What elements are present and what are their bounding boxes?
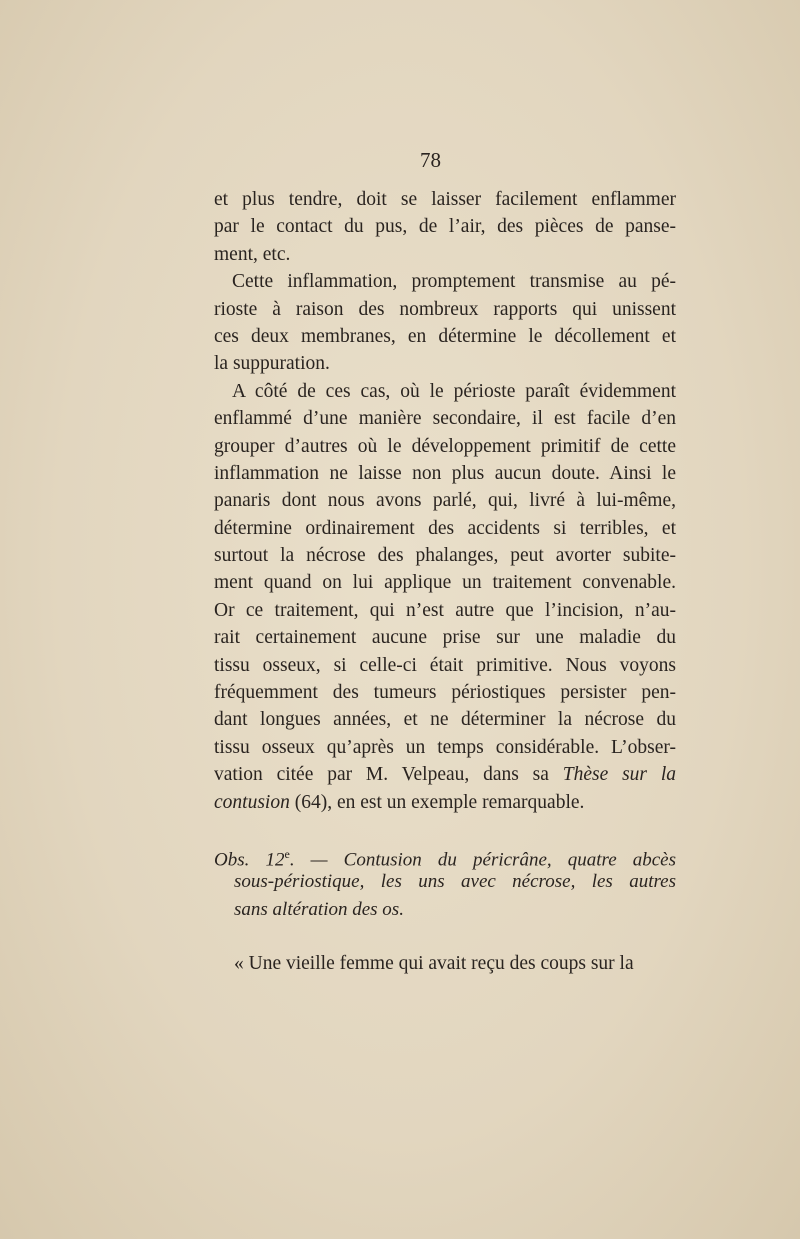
obs-line: sans altération des os. (234, 899, 404, 920)
observation-heading (214, 840, 676, 924)
text-line: rait certainement aucune prise sur une maladie du (214, 627, 676, 649)
text-line (214, 761, 676, 788)
text-line: panaris dont nous avons parlé, qui, livré à lui-même, (214, 490, 676, 512)
text-line: ces deux membranes, en détermine le décollement et (214, 325, 676, 347)
text-line: tissu osseux, si celle-ci était primitive. Nous voyons (214, 654, 676, 676)
obs-label-sup: e (284, 847, 290, 861)
obs-title: . — Contusion du péricrâne, quatre abcès (289, 849, 677, 871)
text-segment: (64), en est un exemple remarquable. (294, 791, 585, 813)
text-line: par le contact du pus, de l’air, des pièces de panse- (214, 216, 676, 238)
text-line: A côté de ces cas, où le périoste paraît évidemment (232, 380, 676, 402)
body-text (214, 186, 676, 816)
text-line: Or ce traitement, qui n’est autre que l’incision, n’au- (214, 599, 676, 621)
text-line: grouper d’autres où le développement primitif de cette (214, 435, 676, 457)
book-title: contusion (214, 791, 290, 813)
text-line: rioste à raison des nombreux rapports qui unissent (214, 298, 676, 320)
text-line: « Une vieille femme qui avait reçu des coups sur la (234, 953, 634, 974)
page-number: 78 (420, 148, 441, 172)
text-line: dant longues années, et ne déterminer la nécrose du (214, 709, 676, 731)
book-title: Thèse sur la (562, 764, 677, 786)
obs-line: sous-périostique, les uns avec nécrose, les autres (234, 871, 676, 892)
quote-start (234, 950, 676, 977)
text-segment: vation citée par M. Velpeau, dans sa (214, 764, 549, 786)
text-line (214, 789, 676, 816)
text-line: détermine ordinairement des accidents si terribles, et (214, 517, 676, 539)
obs-line (214, 840, 677, 871)
text-line: surtout la nécrose des phalanges, peut avorter subite- (214, 545, 676, 567)
text-line: Cette inflammation, promptement transmise au pé- (232, 271, 676, 293)
text-line: inflammation ne laisse non plus aucun doute. Ainsi le (214, 462, 676, 484)
text-line: enflammé d’une manière secondaire, il est facile d’en (214, 408, 676, 430)
obs-label: Obs. 12 (214, 849, 285, 871)
text-line: fréquemment des tumeurs périostiques persister pen- (214, 682, 676, 704)
text-line: la suppuration. (214, 353, 330, 375)
text-line: ment quand on lui applique un traitement convenable. (214, 572, 676, 594)
text-line: ment, etc. (214, 243, 291, 265)
text-line: et plus tendre, doit se laisser facilement enflammer (214, 189, 676, 210)
text-line: tissu osseux qu’après un temps considérable. L’obser- (214, 736, 676, 758)
